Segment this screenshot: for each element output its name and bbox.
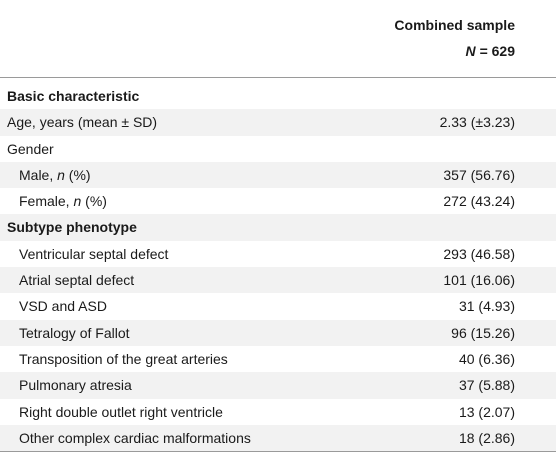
section-row-basic (0, 83, 556, 109)
table-row-pa (0, 372, 556, 398)
table-header (0, 0, 556, 78)
row-label: Atrial septal defect (19, 272, 135, 289)
table-row-asd (0, 267, 556, 293)
column-title: Combined sample (394, 17, 515, 33)
table-row-tga (0, 346, 556, 372)
column-header-combined-sample (365, 12, 515, 64)
row-label: Male, n (%) (19, 166, 91, 183)
table-row-gender (0, 136, 556, 162)
row-value: 357 (56.76) (443, 166, 515, 183)
row-label: Right double outlet right ventricle (19, 403, 223, 420)
row-label: Subtype phenotype (7, 219, 137, 236)
sample-size (365, 38, 515, 64)
row-label: Age, years (mean ± SD) (7, 114, 158, 131)
table-row-vsd-asd (0, 293, 556, 319)
table-body (0, 83, 556, 452)
n-symbol: N (465, 43, 476, 59)
table-row-dorv (0, 399, 556, 425)
row-value: 96 (15.26) (451, 324, 515, 341)
row-label: Tetralogy of Fallot (19, 324, 130, 341)
row-label: Transposition of the great arteries (19, 350, 228, 367)
table-row-male (0, 162, 556, 188)
row-value: 272 (43.24) (443, 193, 515, 210)
table-row-age (0, 109, 556, 135)
row-value: 31 (4.93) (458, 298, 515, 315)
section-row-subtype (0, 214, 556, 240)
row-value: 37 (5.88) (458, 377, 515, 394)
row-label: Gender (7, 140, 54, 157)
table-row-other (0, 425, 556, 452)
row-value: 40 (6.36) (458, 350, 515, 367)
row-label: Basic characteristic (7, 88, 140, 104)
table-row-tof (0, 320, 556, 346)
table-row-female (0, 188, 556, 214)
n-value: = 629 (479, 43, 515, 59)
row-value: 293 (46.58) (443, 245, 515, 262)
row-label: Other complex cardiac malformations (19, 429, 251, 446)
row-value: 18 (2.86) (458, 429, 515, 446)
row-value: 13 (2.07) (458, 403, 515, 420)
row-value: 101 (16.06) (443, 272, 515, 289)
row-value: 2.33 (±3.23) (439, 114, 515, 131)
row-label: Pulmonary atresia (19, 377, 132, 394)
row-label: Female, n (%) (19, 193, 107, 210)
row-label: Ventricular septal defect (19, 245, 169, 262)
table-row-vsd (0, 241, 556, 267)
row-label: VSD and ASD (19, 298, 107, 315)
